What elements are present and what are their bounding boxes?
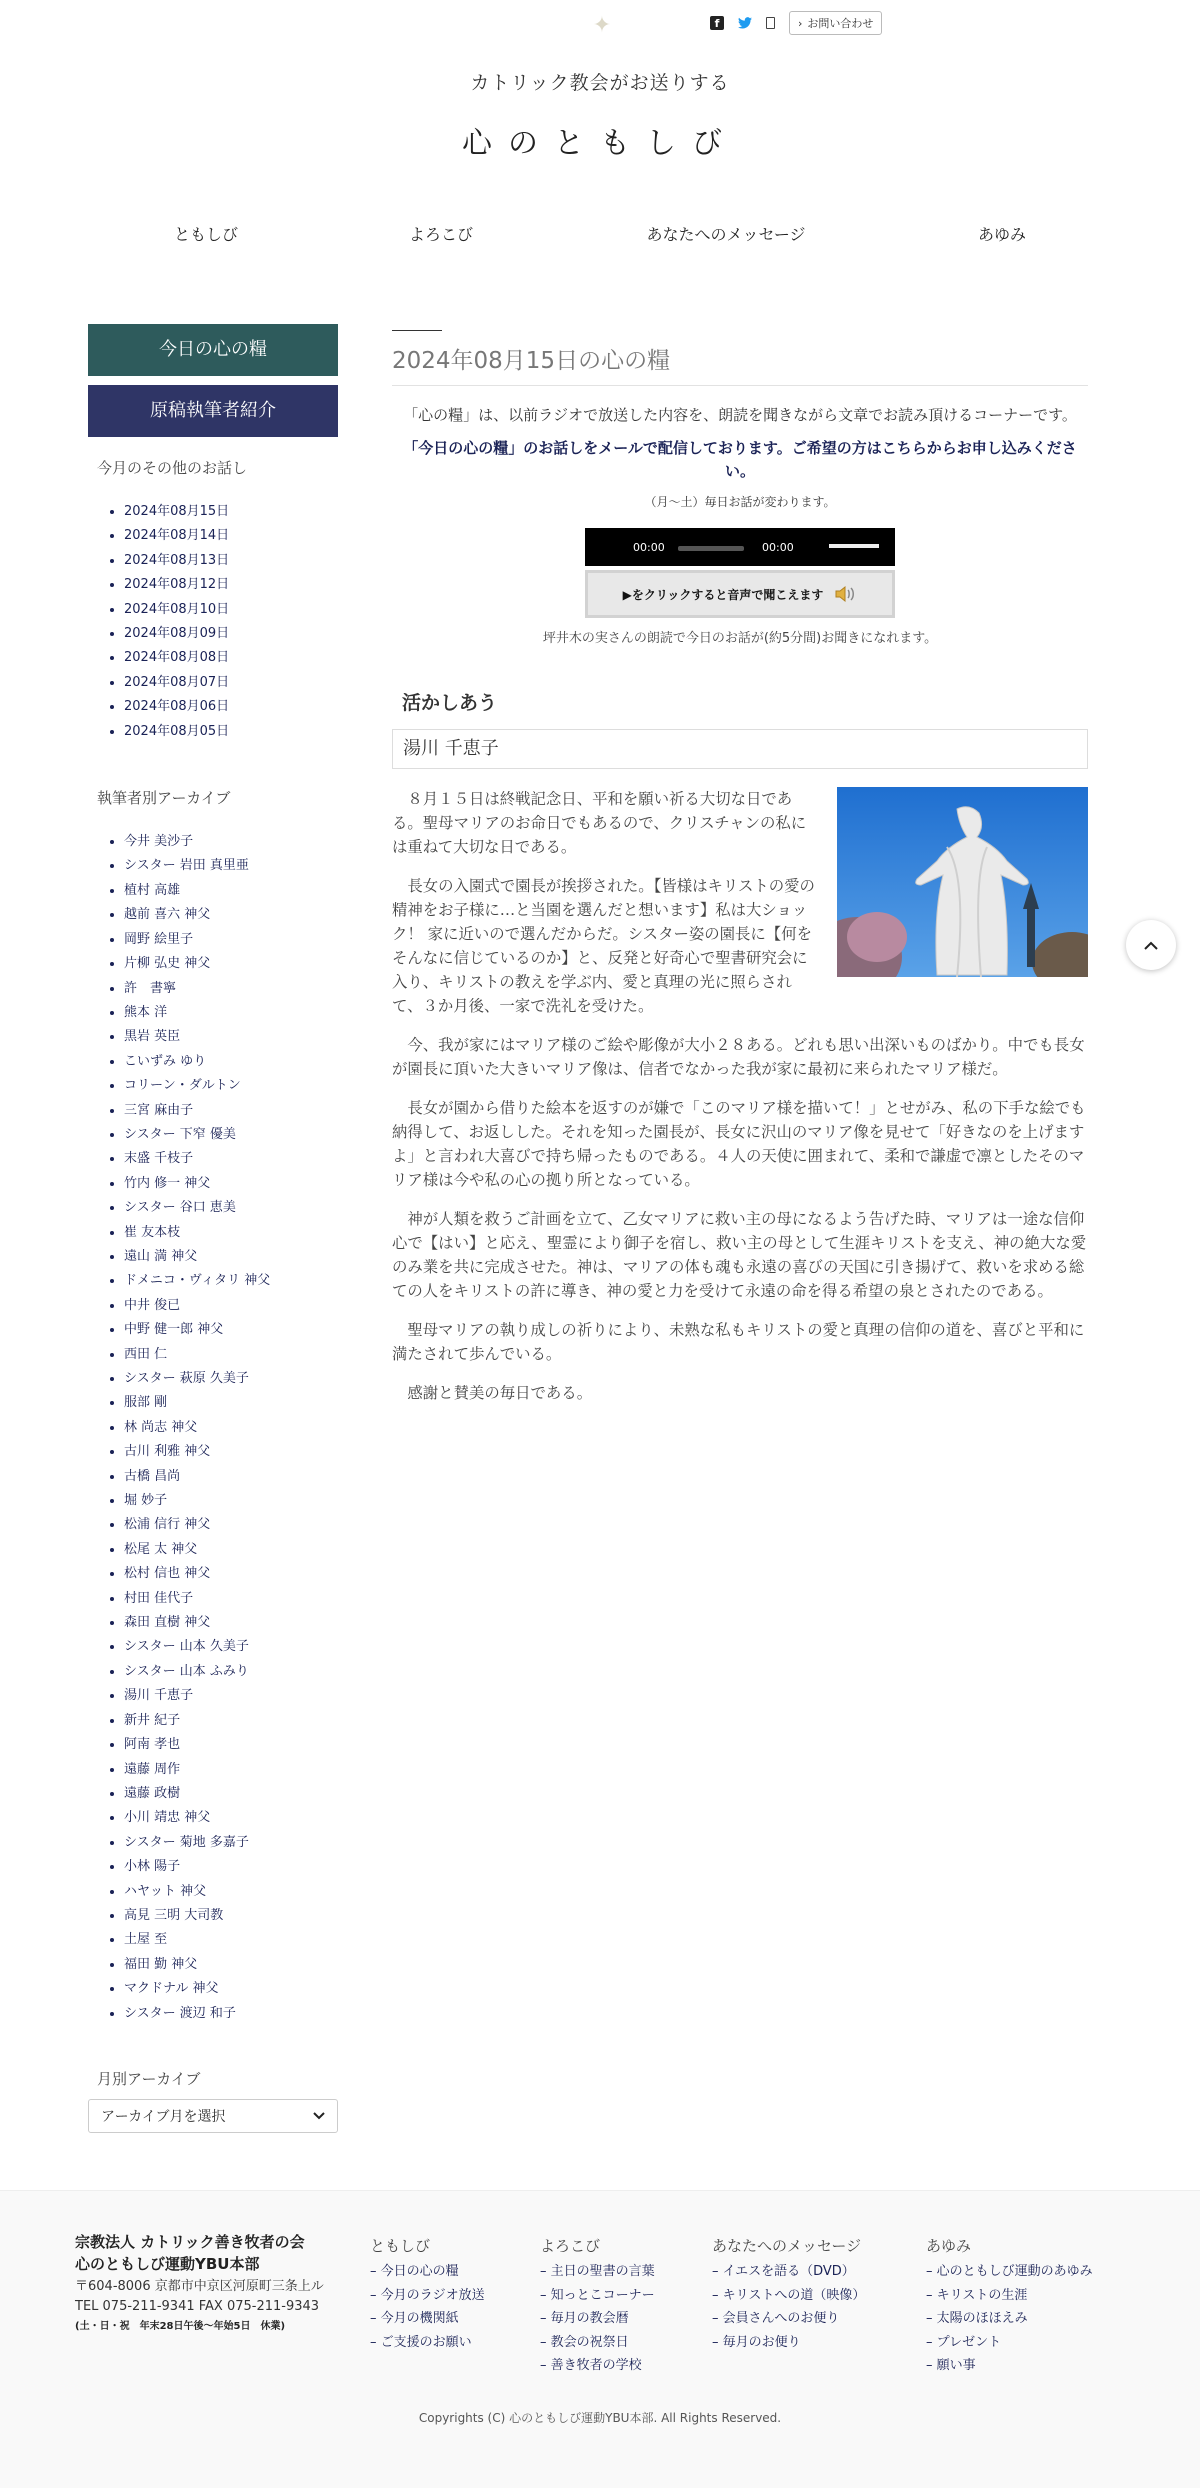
nav-item-ayumi[interactable]: あゆみ <box>977 225 1027 244</box>
footer-link[interactable]: – キリストの生涯 <box>926 2284 1093 2308</box>
site-subtitle: カトリック教会がお送りする <box>470 72 730 94</box>
footer-org <box>75 2231 345 2337</box>
author-link[interactable]: • 三宮 麻由子 <box>124 1099 338 1123</box>
author-link[interactable]: • 西田 仁 <box>124 1343 338 1367</box>
site-title[interactable]: 心のともしび <box>462 126 738 161</box>
author-link[interactable]: • こいずみ ゆり <box>124 1050 338 1074</box>
section-title: 活かしあう <box>402 692 498 714</box>
article-paragraph: 今、我が家にはマリア様のご絵や彫像が大小２８ある。どれも思い出深いものばかり。中でも長女が園長に頂いた大きいマリア像は、信者でなかった我が家に最初に来られたマリア様だ。 <box>392 1036 1085 1078</box>
footer-link[interactable]: – 今月のラジオ放送 <box>370 2284 485 2308</box>
recent-date-link[interactable]: • 2024年08月05日 <box>124 720 338 744</box>
global-nav <box>0 222 1200 252</box>
recent-date-link[interactable]: • 2024年08月07日 <box>124 671 338 695</box>
author-link[interactable]: • 森田 直樹 神父 <box>124 1611 338 1635</box>
recent-date-link[interactable]: • 2024年08月14日 <box>124 524 338 548</box>
footer-link[interactable]: – キリストへの道（映像） <box>712 2284 865 2308</box>
org-tel: TEL 075-211-9341 FAX 075-211-9343 <box>75 2299 320 2314</box>
footer-column <box>540 2235 655 2378</box>
author-link[interactable]: • 林 尚志 神父 <box>124 1416 338 1440</box>
author-link[interactable]: • 松尾 太 神父 <box>124 1538 338 1562</box>
author-link[interactable]: • ハヤット 神父 <box>124 1880 338 1904</box>
footer-link[interactable]: – 今月の機関紙 <box>370 2307 485 2331</box>
contact-label: お問い合わせ <box>807 17 874 30</box>
author-link[interactable]: • 新井 紀子 <box>124 1709 338 1733</box>
footer-link[interactable]: – ご支援のお願い <box>370 2331 485 2355</box>
speaker-icon <box>833 582 857 606</box>
author-link[interactable]: • 末盛 千枝子 <box>124 1147 338 1171</box>
author-link[interactable]: • 片柳 弘史 神父 <box>124 952 338 976</box>
author-link[interactable]: • 土屋 至 <box>124 1928 338 1952</box>
author-link[interactable]: • シスター 下窄 優美 <box>124 1123 338 1147</box>
author-link[interactable]: • 越前 喜六 神父 <box>124 903 338 927</box>
author-link[interactable]: • 遠山 満 神父 <box>124 1245 338 1269</box>
org-holidays: (土・日・祝 年末28日午後〜年始5日 休業) <box>75 2321 286 2332</box>
author-link[interactable]: • シスター 渡辺 和子 <box>124 2002 338 2026</box>
author-link[interactable]: • シスター 山本 久美子 <box>124 1635 338 1659</box>
audio-player[interactable] <box>585 528 895 566</box>
nav-item-yorokobi[interactable]: よろこび <box>408 225 474 244</box>
footer-link[interactable]: – 知っとこコーナー <box>540 2284 655 2308</box>
footer-link[interactable]: – イエスを語る（DVD） <box>712 2260 865 2284</box>
recent-date-link[interactable]: • 2024年08月15日 <box>124 500 338 524</box>
article-paragraph: 長女の入園式で園長が挨拶された。【皆様はキリストの愛の精神をお子様に…と当園を選んだと想います】私は大ショック！ 家に近いので選んだからだ。シスター姿の園長に【何をそんなに信じているのか】と、反発と好奇心で聖書研究会に入り、キリストの教えを学ぶ内、愛と真理の光に照らされて、３か月後、一家で洗礼を受けた。 <box>392 877 815 1015</box>
author-link[interactable]: • 高見 三明 大司教 <box>124 1904 338 1928</box>
footer-column-title[interactable]: あゆみ <box>926 2237 972 2255</box>
intro-text: 「心の糧」は、以前ラジオで放送した内容を、朗読を聞きながら文章でお読み頂けるコーナーです。 <box>403 406 1077 424</box>
footer-link[interactable]: – 教会の祝祭日 <box>540 2331 655 2355</box>
footer-column <box>926 2235 1093 2378</box>
month-select-label: アーカイブ月を選択 <box>101 2108 226 2125</box>
author-link[interactable]: • シスター 岩田 真里亜 <box>124 854 338 878</box>
chevron-right-icon: › <box>798 16 803 30</box>
author-link[interactable]: • 岡野 絵里子 <box>124 928 338 952</box>
title-accent-line <box>392 330 442 331</box>
author-link[interactable]: • 堀 妙子 <box>124 1489 338 1513</box>
footer-link[interactable]: – 主日の聖書の言葉 <box>540 2260 655 2284</box>
monthly-archive-heading: 月別アーカイブ <box>97 2069 201 2088</box>
play-audio-button[interactable] <box>585 570 895 618</box>
footer-link[interactable]: – 善き牧者の学校 <box>540 2354 655 2378</box>
nav-item-message[interactable]: あなたへのメッセージ <box>646 225 806 244</box>
author-link[interactable]: • マクドナル 神父 <box>124 1977 338 2001</box>
chevron-down-icon <box>313 2112 325 2120</box>
footer-link[interactable]: – 願い事 <box>926 2354 1093 2378</box>
author-link[interactable]: • 遠藤 政樹 <box>124 1782 338 1806</box>
author-list <box>88 830 338 2026</box>
author-link[interactable]: • 遠藤 周作 <box>124 1758 338 1782</box>
recent-date-link[interactable]: • 2024年08月12日 <box>124 573 338 597</box>
mary-statue-photo <box>837 787 1088 977</box>
author-link[interactable]: • シスター 菊地 多嘉子 <box>124 1831 338 1855</box>
author-link[interactable]: • 黒岩 英臣 <box>124 1025 338 1049</box>
footer-link[interactable]: – 毎月の教会暦 <box>540 2307 655 2331</box>
author-link[interactable]: • 阿南 孝也 <box>124 1733 338 1757</box>
footer-link-list <box>370 2260 485 2354</box>
author-link[interactable]: • 服部 剛 <box>124 1391 338 1415</box>
contact-button[interactable] <box>789 11 882 35</box>
progress-bar[interactable] <box>678 546 744 551</box>
author-link[interactable]: • コリーン・ダルトン <box>124 1074 338 1098</box>
org-address: 〒604-8006 京都市中京区河原町三条上ル <box>75 2279 324 2294</box>
reader-note: 坪井木の実さんの朗読で今日のお話が(約5分間)お聞きになれます。 <box>542 631 938 646</box>
article-paragraph: 神が人類を救うご計画を立て、乙女マリアに救い主の母になるよう告げた時、マリアは一途な信仰心で【はい】と応え、聖霊により御子を宿し、救い主の母として生涯キリストを支え、神の絶大な愛のみ業を共に完成させた。神は、マリアの体も魂も永遠の喜びの天国に引き揚げて、救いを求める総ての人をキリストの許に導き、神の愛と力を受けて永遠の命を得る希望の泉とされたのである。 <box>392 1210 1087 1300</box>
author-name: 湯川 千恵子 <box>392 729 1088 769</box>
article-paragraph: 聖母マリアの執り成しの祈りにより、未熟な私もキリストの愛と真理の信仰の道を、喜びと平和に満たされて歩んでいる。 <box>392 1321 1085 1363</box>
author-link[interactable]: • 松村 信也 神父 <box>124 1562 338 1586</box>
scroll-to-top-button[interactable] <box>1126 920 1176 970</box>
footer-link[interactable]: – 心のともしび運動のあゆみ <box>926 2260 1093 2284</box>
recent-dates-list <box>88 500 338 744</box>
footer-link-list <box>712 2260 865 2354</box>
recent-date-link[interactable]: • 2024年08月08日 <box>124 646 338 670</box>
chevron-up-icon <box>1144 941 1158 950</box>
author-link[interactable]: • 古橋 昌尚 <box>124 1465 338 1489</box>
author-link[interactable]: • 村田 佳代子 <box>124 1587 338 1611</box>
recent-date-link[interactable]: • 2024年08月06日 <box>124 695 338 719</box>
authors-button[interactable]: 原稿執筆者紹介 <box>88 385 338 437</box>
author-link[interactable]: • 許 書寧 <box>124 977 338 1001</box>
facebook-icon[interactable]: f <box>710 16 724 30</box>
author-link[interactable]: • 今井 美沙子 <box>124 830 338 854</box>
org-name: 宗教法人 カトリック善き牧者の会 <box>75 2233 305 2251</box>
article-paragraph: 長女が園から借りた絵本を返すのが嫌で「このマリア様を描いて！」とせがみ、私の下手な絵でも納得して、お返しした。それを知った園長が、長女に沢山のマリア像を見せて「好きなのを上げますよ」と言われ大喜びで持ち帰ったものである。４人の天使に囲まれて、柔和で謙虚で凛としたそのマリア様は今や私の心の拠り所となっている。 <box>392 1099 1086 1189</box>
author-link[interactable]: • 熊本 洋 <box>124 1001 338 1025</box>
footer-link-list <box>926 2260 1093 2378</box>
article-paragraph: 感謝と賛美の毎日である。 <box>407 1384 593 1402</box>
footer-column-title[interactable]: ともしび <box>370 2237 431 2255</box>
author-link[interactable]: • 福田 勤 神父 <box>124 1953 338 1977</box>
author-link[interactable]: • 植村 高雄 <box>124 879 338 903</box>
footer-link-list <box>540 2260 655 2378</box>
sidebar <box>88 324 338 2133</box>
author-link[interactable]: • 中野 健一郎 神父 <box>124 1318 338 1342</box>
author-link[interactable]: • 松浦 信行 神父 <box>124 1513 338 1537</box>
volume-slider[interactable] <box>829 544 879 548</box>
author-link[interactable]: • 崔 友本枝 <box>124 1221 338 1245</box>
author-link[interactable]: • 中井 俊已 <box>124 1294 338 1318</box>
author-link[interactable]: • シスター 山本 ふみり <box>124 1660 338 1684</box>
author-link[interactable]: • 古川 利雅 神父 <box>124 1440 338 1464</box>
twitter-icon[interactable] <box>738 16 752 30</box>
recent-date-link[interactable]: • 2024年08月13日 <box>124 549 338 573</box>
copyright: Copyrights (C) 心のともしび運動YBU本部. All Rights Reserved. <box>418 2411 782 2425</box>
mobile-icon[interactable] <box>766 17 775 29</box>
author-link[interactable]: • ドメニコ・ヴィタリ 神父 <box>124 1269 338 1293</box>
author-link[interactable]: • 小林 陽子 <box>124 1855 338 1879</box>
footer-column <box>712 2235 865 2354</box>
author-link[interactable]: • シスター 萩原 久美子 <box>124 1367 338 1391</box>
month-select[interactable] <box>88 2099 338 2133</box>
author-archive-heading: 執筆者別アーカイブ <box>97 789 231 808</box>
author-link[interactable]: • 小川 靖忠 神父 <box>124 1806 338 1830</box>
recent-date-link[interactable]: • 2024年08月09日 <box>124 622 338 646</box>
footer <box>0 2190 1200 2488</box>
nav-item-tomoshibi[interactable]: ともしび <box>173 225 239 244</box>
article-paragraph: ８月１５日は終戦記念日、平和を願い祈る大切な日である。聖母マリアのお命日でもあるので、クリスチャンの私には重ねて大切な日である。 <box>392 790 807 856</box>
footer-column <box>370 2235 485 2354</box>
today-button[interactable]: 今日の心の糧 <box>88 324 338 376</box>
author-link[interactable]: • 竹内 修一 神父 <box>124 1172 338 1196</box>
footer-column-title[interactable]: あなたへのメッセージ <box>712 2237 862 2255</box>
footer-column-title[interactable]: よろこび <box>540 2237 601 2255</box>
footer-link[interactable]: – 毎月のお便り <box>712 2331 865 2355</box>
org-subname: 心のともしび運動YBU本部 <box>75 2255 260 2273</box>
footer-link[interactable]: – 会員さんへのお便り <box>712 2307 865 2331</box>
mail-signup-link[interactable]: 「今日の心の糧」のお話しをメールで配信しております。ご希望の方はこちらからお申し込みください。 <box>403 439 1077 480</box>
footer-link[interactable]: – 太陽のほほえみ <box>926 2307 1093 2331</box>
article-body <box>392 787 1088 1405</box>
page-title: 2024年08月15日の心の糧 <box>392 342 1088 386</box>
current-time: 00:00 <box>633 541 665 554</box>
schedule-note: （月〜土）毎日お話が変わります。 <box>644 495 836 509</box>
duration: 00:00 <box>762 541 794 554</box>
logo-star-icon: ✦ <box>592 13 612 38</box>
social-bar <box>710 10 882 36</box>
play-button-label: ▶をクリックすると音声で聞こえます <box>622 587 824 602</box>
main-content <box>392 330 1088 1420</box>
footer-link[interactable]: – 今日の心の糧 <box>370 2260 485 2284</box>
others-heading: 今月のその他のお話し <box>97 459 248 477</box>
author-link[interactable]: • 湯川 千恵子 <box>124 1684 338 1708</box>
author-link[interactable]: • シスター 谷口 恵美 <box>124 1196 338 1220</box>
footer-link[interactable]: – プレゼント <box>926 2331 1093 2355</box>
recent-date-link[interactable]: • 2024年08月10日 <box>124 598 338 622</box>
